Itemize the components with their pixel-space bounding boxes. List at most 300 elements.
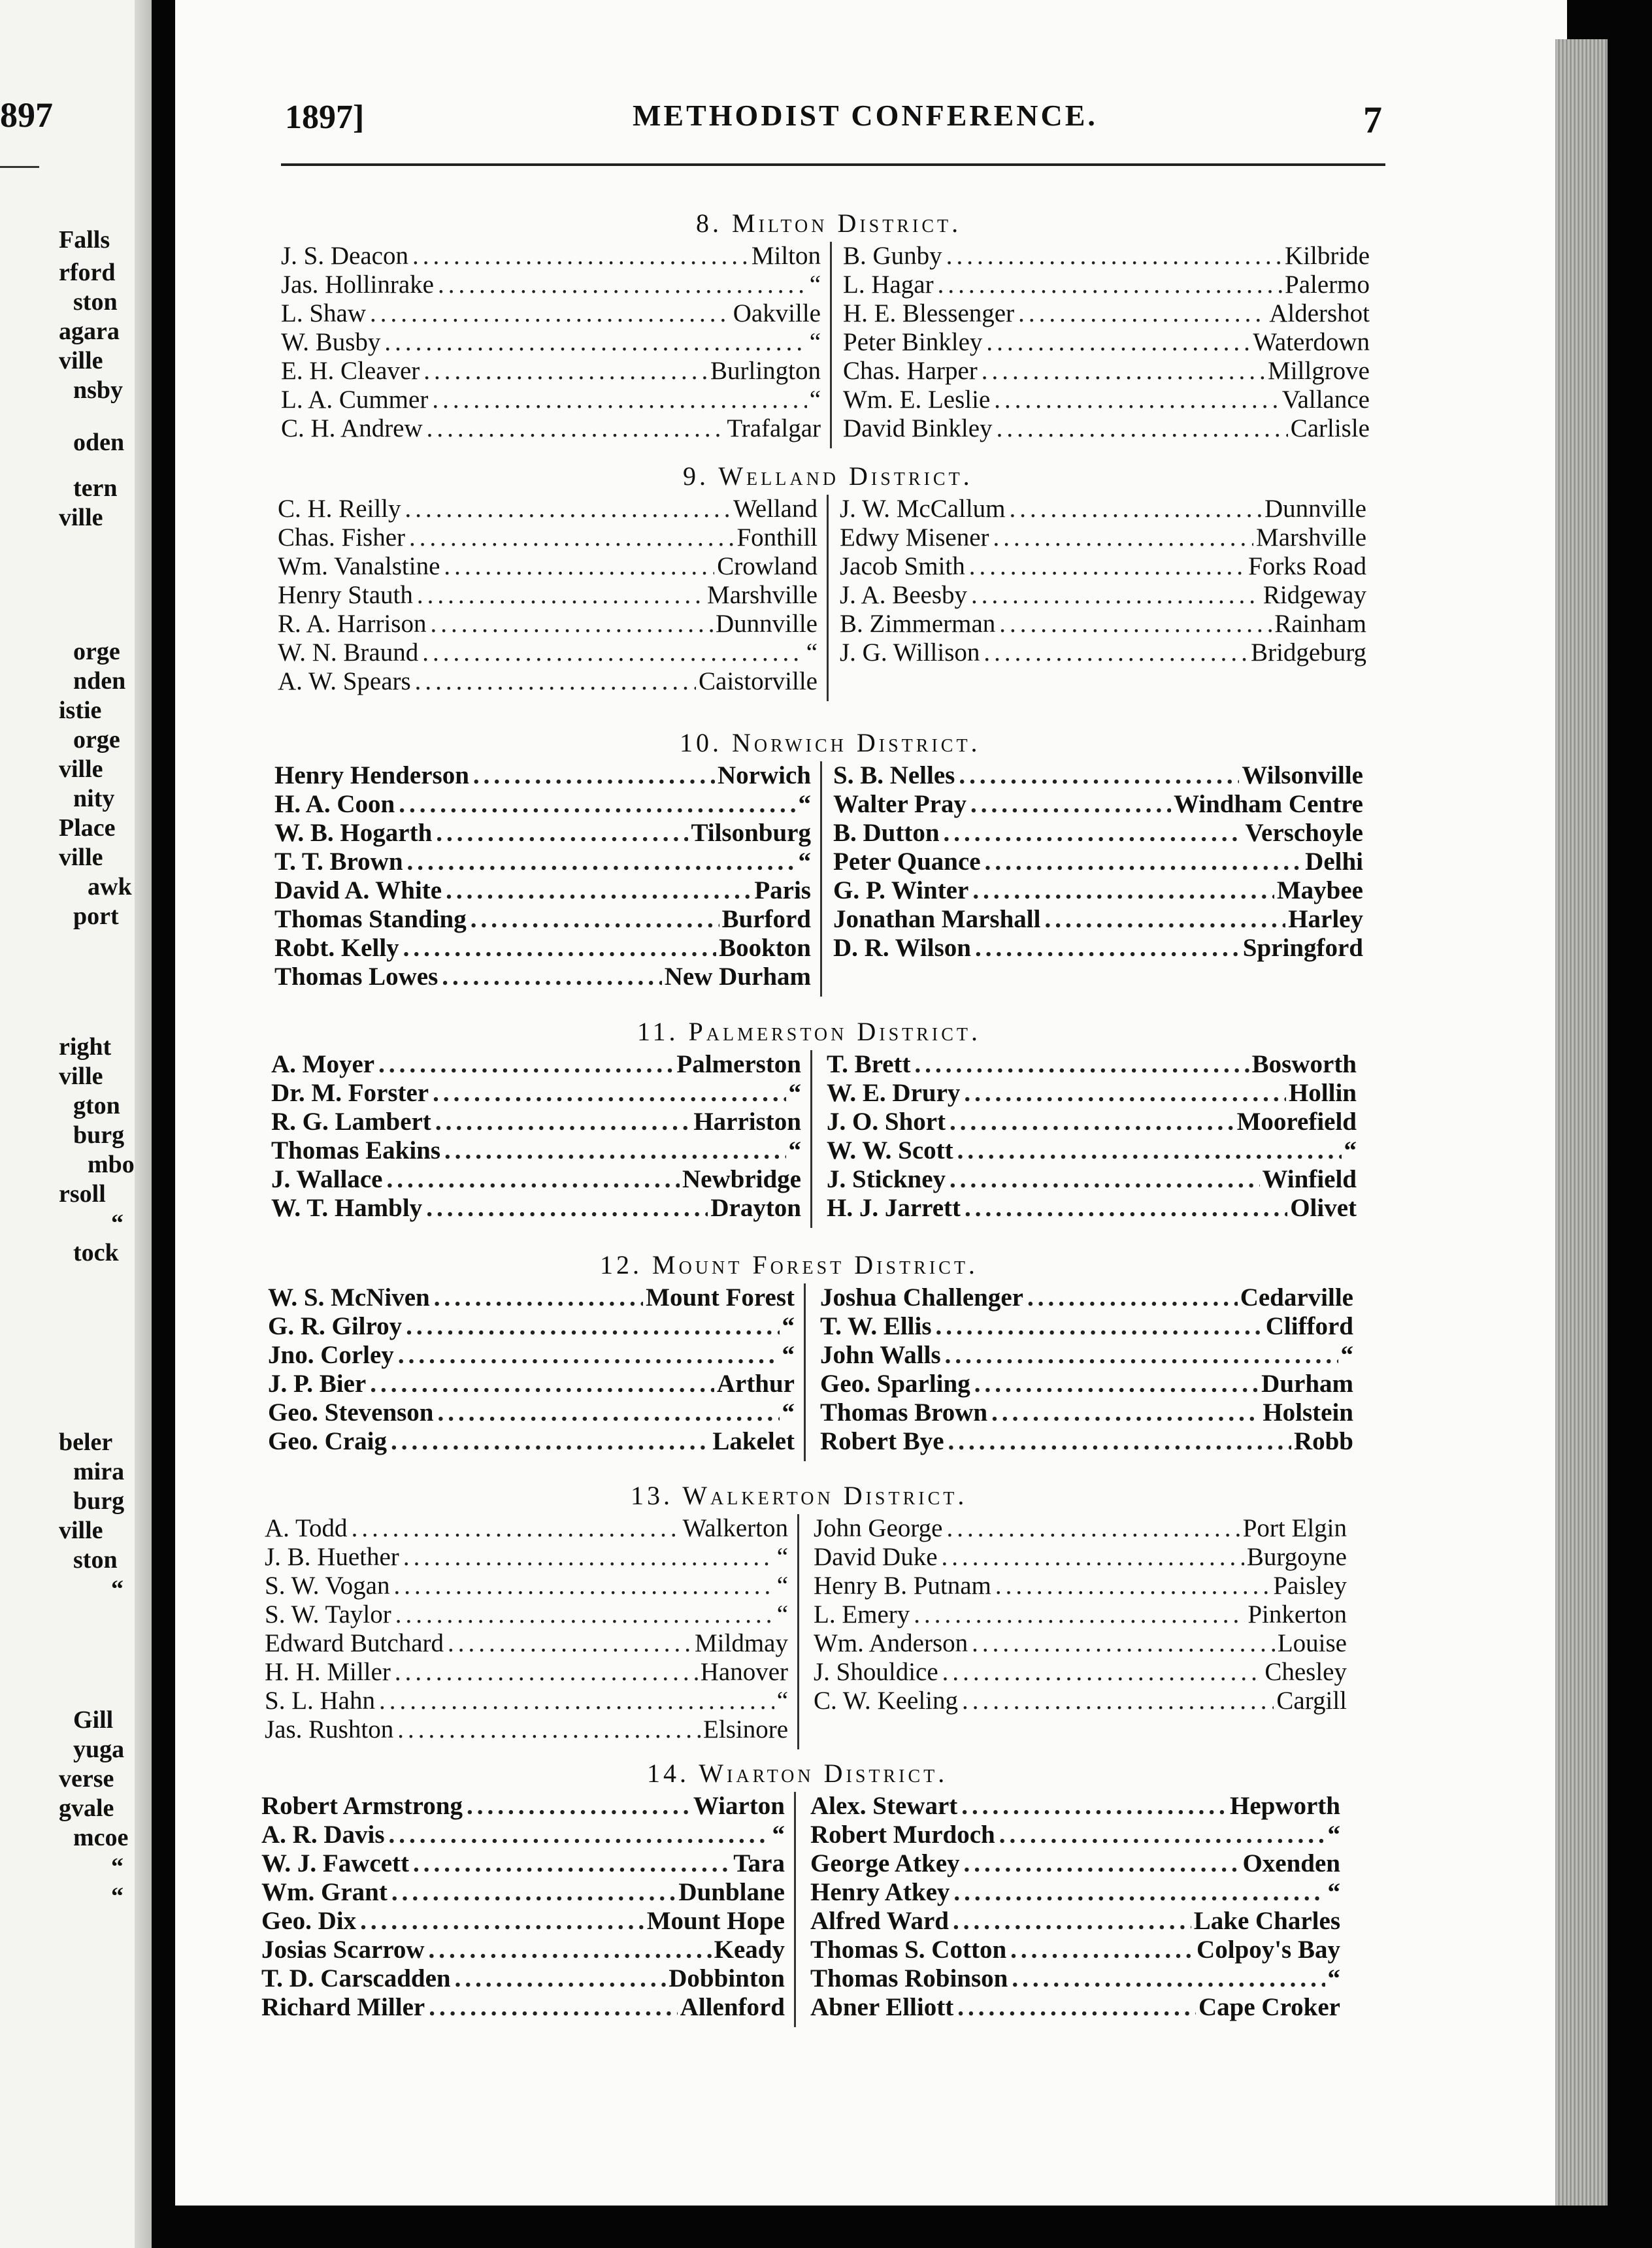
- facing-page-word: Gill: [73, 1706, 114, 1734]
- leader-dots: [435, 1108, 691, 1136]
- leader-dots: [455, 1964, 667, 1993]
- preacher-name: H. J. Jarrett: [827, 1194, 961, 1222]
- preacher-name: Chas. Fisher: [278, 523, 405, 552]
- preacher-name: Edward Butchard: [265, 1629, 444, 1657]
- leader-dots: [422, 638, 803, 667]
- preacher-entry: [268, 1427, 795, 1456]
- leader-dots: [936, 1312, 1263, 1341]
- preacher-name: L. A. Cummer: [281, 386, 429, 414]
- district-column-right: [820, 1283, 1363, 1461]
- preacher-name: Henry B. Putnam: [814, 1572, 991, 1600]
- circuit-place: Tilsonburg: [691, 819, 811, 847]
- circuit-place: Burford: [721, 905, 811, 933]
- circuit-place: Bookton: [719, 934, 811, 962]
- facing-page-word: ston: [73, 1546, 118, 1574]
- preacher-name: B. Gunby: [843, 242, 942, 270]
- circuit-place: Dunnville: [716, 610, 818, 638]
- district-title: 11. Palmerston District.: [637, 1017, 982, 1046]
- preacher-entry: [274, 934, 811, 963]
- circuit-place: Olivet: [1290, 1194, 1357, 1222]
- preacher-name: T. W. Ellis: [820, 1312, 932, 1340]
- facing-page-word: ville: [59, 755, 103, 783]
- leader-dots: [444, 552, 714, 581]
- circuit-place: “: [788, 1079, 801, 1107]
- circuit-place: Louise: [1277, 1629, 1347, 1657]
- preacher-name: T. Brett: [827, 1050, 911, 1078]
- circuit-place: Forks Road: [1248, 552, 1366, 580]
- preacher-name: Peter Quance: [833, 848, 981, 876]
- leader-dots: [448, 1629, 692, 1658]
- circuit-place: “: [1327, 1821, 1340, 1849]
- preacher-entry: [827, 1165, 1357, 1194]
- circuit-place: Welland: [733, 495, 818, 523]
- leader-dots: [995, 1572, 1270, 1600]
- preacher-name: B. Dutton: [833, 819, 940, 847]
- preacher-name: Wm. Grant: [261, 1878, 388, 1906]
- circuit-place: “: [776, 1687, 788, 1715]
- preacher-name: Dr. M. Forster: [271, 1079, 429, 1107]
- preacher-name: J. Stickney: [827, 1165, 946, 1193]
- preacher-entry: [265, 1572, 788, 1600]
- leader-dots: [399, 790, 795, 819]
- preacher-name: Alex. Stewart: [810, 1792, 958, 1820]
- facing-page-word: istie: [59, 697, 102, 724]
- circuit-place: Tara: [733, 1849, 785, 1877]
- circuit-place: Harley: [1288, 905, 1363, 933]
- preacher-entry: [274, 876, 811, 905]
- preacher-entry: [827, 1136, 1357, 1165]
- preacher-name: D. R. Wilson: [833, 934, 971, 962]
- preacher-name: Wm. E. Leslie: [843, 386, 991, 414]
- leader-dots: [389, 1821, 770, 1849]
- leader-dots: [398, 1341, 780, 1370]
- leader-dots: [1010, 1936, 1194, 1964]
- circuit-place: Hanover: [700, 1658, 788, 1686]
- leader-dots: [471, 905, 719, 934]
- preacher-entry: [281, 328, 821, 357]
- preacher-entry: [268, 1312, 795, 1341]
- leader-dots: [983, 638, 1248, 667]
- preacher-entry: [281, 414, 821, 443]
- facing-page-word: tock: [73, 1239, 119, 1266]
- circuit-place: “: [798, 848, 811, 876]
- circuit-place: “: [1327, 1878, 1340, 1906]
- circuit-place: Harriston: [693, 1108, 801, 1136]
- preacher-entry: [274, 905, 811, 934]
- preacher-name: Geo. Dix: [261, 1907, 357, 1935]
- leader-dots: [406, 1312, 779, 1341]
- preacher-entry: [833, 848, 1363, 876]
- leader-dots: [391, 1427, 710, 1456]
- facing-page-word: ville: [59, 504, 103, 531]
- district-column-left: [274, 761, 822, 997]
- circuit-place: Carlisle: [1290, 414, 1370, 442]
- circuit-place: Allenford: [680, 1993, 785, 2021]
- district-column-right: [810, 1792, 1349, 2027]
- leader-dots: [370, 299, 731, 328]
- preacher-entry: [268, 1398, 795, 1427]
- circuit-place: Millgrove: [1268, 357, 1370, 385]
- preacher-entry: [278, 581, 818, 610]
- district-title: 10. Norwich District.: [680, 728, 981, 757]
- preacher-name: J. G. Willison: [840, 638, 980, 667]
- preacher-entry: [833, 934, 1363, 963]
- page-gutter: [135, 0, 152, 2248]
- preacher-name: Thomas S. Cotton: [810, 1936, 1007, 1964]
- district-column-right: [840, 495, 1376, 672]
- preacher-name: Jas. Rushton: [265, 1715, 394, 1744]
- preacher-entry: [265, 1715, 788, 1744]
- leader-dots: [434, 1283, 643, 1312]
- preacher-name: J. Wallace: [271, 1165, 383, 1193]
- facing-page-word: port: [73, 902, 119, 930]
- preacher-entry: [265, 1658, 788, 1687]
- leader-dots: [378, 1050, 674, 1079]
- facing-page-word: “: [111, 1576, 124, 1603]
- circuit-place: Cargill: [1276, 1687, 1347, 1715]
- preacher-name: G. R. Gilroy: [268, 1312, 403, 1340]
- preacher-entry: [261, 1964, 785, 1993]
- preacher-name: Jacob Smith: [840, 552, 965, 580]
- circuit-place: “: [806, 638, 818, 667]
- facing-page-word: “: [111, 1210, 124, 1237]
- preacher-entry: [268, 1283, 795, 1312]
- preacher-entry: [261, 1878, 785, 1907]
- leader-dots: [962, 1687, 1274, 1715]
- circuit-place: Kilbride: [1285, 242, 1370, 270]
- preacher-name: Thomas Robinson: [810, 1964, 1008, 1992]
- leader-dots: [438, 271, 807, 299]
- district-column-left: [268, 1283, 806, 1461]
- leader-dots: [999, 610, 1272, 638]
- preacher-entry: [268, 1341, 795, 1370]
- leader-dots: [994, 386, 1279, 414]
- leader-dots: [427, 414, 725, 443]
- preacher-entry: [265, 1514, 788, 1543]
- circuit-place: “: [776, 1600, 788, 1628]
- circuit-place: Bridgeburg: [1251, 638, 1366, 667]
- leader-dots: [1012, 1964, 1325, 1993]
- circuit-place: “: [776, 1543, 788, 1571]
- preacher-name: J. P. Bier: [268, 1370, 367, 1398]
- preacher-name: Alfred Ward: [810, 1907, 949, 1935]
- preacher-name: David Duke: [814, 1543, 938, 1571]
- leader-dots: [391, 1878, 676, 1907]
- preacher-entry: [274, 761, 811, 790]
- facing-page-word: ville: [59, 1517, 103, 1544]
- leader-dots: [1044, 905, 1285, 934]
- preacher-entry: [814, 1629, 1347, 1658]
- preacher-entry: [820, 1312, 1353, 1341]
- preacher-entry: [271, 1050, 801, 1079]
- preacher-entry: [827, 1108, 1357, 1136]
- district-column-left: [271, 1050, 812, 1228]
- preacher-entry: [281, 386, 821, 414]
- leader-dots: [997, 414, 1288, 443]
- preacher-name: J. W. McCallum: [840, 495, 1006, 523]
- running-head-title: METHODIST CONFERENCE.: [633, 99, 1098, 132]
- preacher-name: J. S. Deacon: [281, 242, 408, 270]
- circuit-place: “: [809, 271, 821, 299]
- circuit-place: Norwich: [718, 761, 811, 789]
- leader-dots: [397, 1715, 701, 1744]
- preacher-name: J. B. Huether: [265, 1543, 399, 1571]
- circuit-place: Vallance: [1281, 386, 1370, 414]
- leader-dots: [395, 1658, 698, 1687]
- leader-dots: [384, 328, 806, 357]
- preacher-entry: [814, 1514, 1347, 1543]
- circuit-place: Colpoy's Bay: [1197, 1936, 1340, 1964]
- preacher-name: John Walls: [820, 1341, 941, 1369]
- leader-dots: [352, 1514, 680, 1543]
- leader-dots: [914, 1600, 1245, 1629]
- preacher-entry: [281, 299, 821, 328]
- circuit-place: Oxenden: [1242, 1849, 1340, 1877]
- preacher-entry: [843, 271, 1370, 299]
- facing-page-word: mbo: [88, 1151, 135, 1178]
- leader-dots: [431, 610, 714, 638]
- leader-dots: [915, 1050, 1249, 1079]
- facing-page-word: orge: [73, 726, 120, 753]
- circuit-place: Hepworth: [1230, 1792, 1340, 1820]
- circuit-place: Drayton: [710, 1194, 801, 1222]
- leader-dots: [379, 1687, 774, 1715]
- preacher-name: S. L. Hahn: [265, 1687, 375, 1715]
- leader-dots: [975, 934, 1240, 963]
- circuit-place: Mildmay: [695, 1629, 788, 1657]
- facing-page-header: 897: [0, 95, 53, 135]
- district-column-left: [281, 242, 832, 448]
- preacher-name: W. Busby: [281, 328, 381, 356]
- preacher-name: Thomas Eakins: [271, 1136, 441, 1165]
- circuit-place: Springford: [1242, 934, 1363, 962]
- preacher-name: Geo. Sparling: [820, 1370, 970, 1398]
- preacher-entry: [261, 1821, 785, 1849]
- district-column-right: [843, 242, 1379, 448]
- preacher-entry: [274, 819, 811, 848]
- leader-dots: [942, 1543, 1244, 1572]
- leader-dots: [467, 1792, 691, 1821]
- circuit-place: Dobbinton: [669, 1964, 785, 1992]
- facing-page-word: “: [111, 1883, 124, 1910]
- preacher-entry: [281, 271, 821, 299]
- preacher-entry: [833, 761, 1363, 790]
- circuit-place: “: [1344, 1136, 1357, 1165]
- preacher-name: David A. White: [274, 876, 442, 904]
- preacher-entry: [833, 905, 1363, 934]
- preacher-entry: [843, 414, 1370, 443]
- preacher-name: A. R. Davis: [261, 1821, 385, 1849]
- circuit-place: “: [772, 1821, 785, 1849]
- facing-page-word: mira: [73, 1458, 125, 1485]
- leader-dots: [405, 495, 731, 523]
- circuit-place: Mount Hope: [646, 1907, 785, 1935]
- preacher-name: G. P. Winter: [833, 876, 969, 904]
- preacher-name: Robert Bye: [820, 1427, 944, 1455]
- preacher-name: Henry Atkey: [810, 1878, 950, 1906]
- circuit-place: Moorefield: [1236, 1108, 1357, 1136]
- leader-dots: [993, 523, 1253, 552]
- circuit-place: Delhi: [1305, 848, 1363, 876]
- preacher-entry: [261, 1993, 785, 2022]
- facing-page-word: gvale: [59, 1794, 114, 1822]
- preacher-entry: [814, 1600, 1347, 1629]
- preacher-entry: [820, 1341, 1353, 1370]
- preacher-entry: [814, 1687, 1347, 1715]
- preacher-name: Walter Pray: [833, 790, 966, 818]
- preacher-name: Edwy Misener: [840, 523, 989, 552]
- preacher-name: Joshua Challenger: [820, 1283, 1023, 1312]
- preacher-entry: [274, 790, 811, 819]
- facing-page-word: verse: [59, 1765, 114, 1793]
- preacher-name: H. A. Coon: [274, 790, 395, 818]
- circuit-place: Walkerton: [682, 1514, 788, 1542]
- leader-dots: [964, 1849, 1240, 1878]
- circuit-place: Mount Forest: [646, 1283, 795, 1312]
- leader-dots: [407, 848, 796, 876]
- circuit-place: Port Elgin: [1242, 1514, 1347, 1542]
- preacher-name: Wm. Vanalstine: [278, 552, 440, 580]
- preacher-name: C. W. Keeling: [814, 1687, 958, 1715]
- preacher-entry: [278, 523, 818, 552]
- preacher-entry: [833, 790, 1363, 819]
- circuit-place: Durham: [1261, 1370, 1353, 1398]
- leader-dots: [432, 386, 806, 414]
- preacher-entry: [261, 1907, 785, 1936]
- preacher-entry: [814, 1572, 1347, 1600]
- district-column-right: [827, 1050, 1366, 1228]
- circuit-place: Lakelet: [712, 1427, 795, 1455]
- leader-dots: [473, 761, 715, 790]
- facing-page-word: right: [59, 1033, 112, 1061]
- preacher-name: Thomas Brown: [820, 1398, 988, 1427]
- preacher-entry: [265, 1629, 788, 1658]
- circuit-place: Holstein: [1263, 1398, 1353, 1427]
- preacher-entry: [820, 1283, 1353, 1312]
- preacher-entry: [810, 1821, 1340, 1849]
- circuit-place: Elsinore: [703, 1715, 788, 1744]
- leader-dots: [944, 819, 1243, 848]
- circuit-place: Chesley: [1264, 1658, 1347, 1686]
- preacher-name: Richard Miller: [261, 1993, 425, 2021]
- leader-dots: [429, 1993, 677, 2022]
- circuit-place: Burlington: [710, 357, 821, 385]
- leader-dots: [409, 523, 734, 552]
- circuit-place: “: [1327, 1964, 1340, 1992]
- facing-page-text: [0, 0, 152, 2248]
- preacher-entry: [265, 1687, 788, 1715]
- circuit-place: Windham Centre: [1173, 790, 1363, 818]
- preacher-entry: [833, 819, 1363, 848]
- preacher-entry: [827, 1079, 1357, 1108]
- preacher-name: Peter Binkley: [843, 328, 983, 356]
- circuit-place: Rainham: [1274, 610, 1366, 638]
- preacher-entry: [843, 386, 1370, 414]
- preacher-name: J. Shouldice: [814, 1658, 938, 1686]
- facing-page-word: ville: [59, 347, 103, 374]
- circuit-place: “: [782, 1398, 795, 1427]
- leader-dots: [386, 1165, 680, 1194]
- facing-page-word: rford: [59, 259, 116, 286]
- facing-page-word: orge: [73, 638, 120, 665]
- circuit-place: Burgoyne: [1246, 1543, 1347, 1571]
- preacher-entry: [278, 552, 818, 581]
- preacher-entry: [843, 299, 1370, 328]
- preacher-name: Robert Murdoch: [810, 1821, 995, 1849]
- preacher-name: A. W. Spears: [278, 667, 411, 695]
- facing-page-word: oden: [73, 429, 125, 456]
- preacher-entry: [843, 357, 1370, 386]
- preacher-entry: [271, 1165, 801, 1194]
- leader-dots: [972, 1629, 1275, 1658]
- preacher-name: J. A. Beesby: [840, 581, 967, 609]
- circuit-place: Fonthill: [736, 523, 818, 552]
- facing-page-word: Place: [59, 814, 116, 842]
- circuit-place: “: [809, 386, 821, 414]
- header-rule: [281, 163, 1385, 166]
- leader-dots: [1010, 495, 1262, 523]
- preacher-entry: [827, 1194, 1357, 1223]
- preacher-entry: [810, 1936, 1340, 1964]
- circuit-place: “: [809, 328, 821, 356]
- leader-dots: [433, 1079, 785, 1108]
- circuit-place: Newbridge: [682, 1165, 801, 1193]
- district-title: 14. Wiarton District.: [647, 1759, 948, 1788]
- leader-dots: [442, 963, 661, 991]
- leader-dots: [1027, 1283, 1238, 1312]
- district-title: 12. Mount Forest District.: [600, 1250, 978, 1280]
- circuit-place: Paisley: [1273, 1572, 1347, 1600]
- circuit-place: Dunblane: [678, 1878, 785, 1906]
- preacher-entry: [843, 328, 1370, 357]
- facing-page-word: mcoe: [73, 1824, 129, 1851]
- circuit-place: Milton: [751, 242, 821, 270]
- circuit-place: “: [782, 1312, 795, 1340]
- circuit-place: Caistorville: [699, 667, 818, 695]
- facing-page-word: ston: [73, 288, 118, 316]
- leader-dots: [942, 1658, 1263, 1687]
- preacher-name: R. A. Harrison: [278, 610, 427, 638]
- preacher-name: Chas. Harper: [843, 357, 978, 385]
- circuit-place: Wiarton: [693, 1792, 785, 1820]
- circuit-place: Arthur: [716, 1370, 795, 1398]
- preacher-entry: [840, 495, 1366, 523]
- leader-dots: [959, 761, 1239, 790]
- circuit-place: Ridgeway: [1263, 581, 1366, 609]
- page-number: 7: [1363, 99, 1382, 141]
- preacher-name: W. T. Hambly: [271, 1194, 423, 1222]
- circuit-place: “: [798, 790, 811, 818]
- preacher-name: B. Zimmerman: [840, 610, 996, 638]
- district-column-right: [833, 761, 1372, 968]
- leader-dots: [964, 1079, 1286, 1108]
- circuit-place: Cape Croker: [1198, 1993, 1340, 2021]
- leader-dots: [370, 1370, 714, 1398]
- facing-page-word: ville: [59, 844, 103, 871]
- leader-dots: [950, 1108, 1234, 1136]
- facing-page-word: burg: [73, 1121, 125, 1149]
- preacher-name: W. B. Hogarth: [274, 819, 433, 847]
- preacher-name: David Binkley: [843, 414, 993, 442]
- facing-page-word: Falls: [59, 226, 110, 254]
- leader-dots: [438, 1398, 780, 1427]
- circuit-place: Hollin: [1288, 1079, 1357, 1107]
- leader-dots: [985, 848, 1303, 876]
- facing-page-word: beler: [59, 1429, 113, 1456]
- circuit-place: Robb: [1293, 1427, 1353, 1455]
- leader-dots: [961, 1792, 1227, 1821]
- circuit-place: “: [788, 1136, 801, 1165]
